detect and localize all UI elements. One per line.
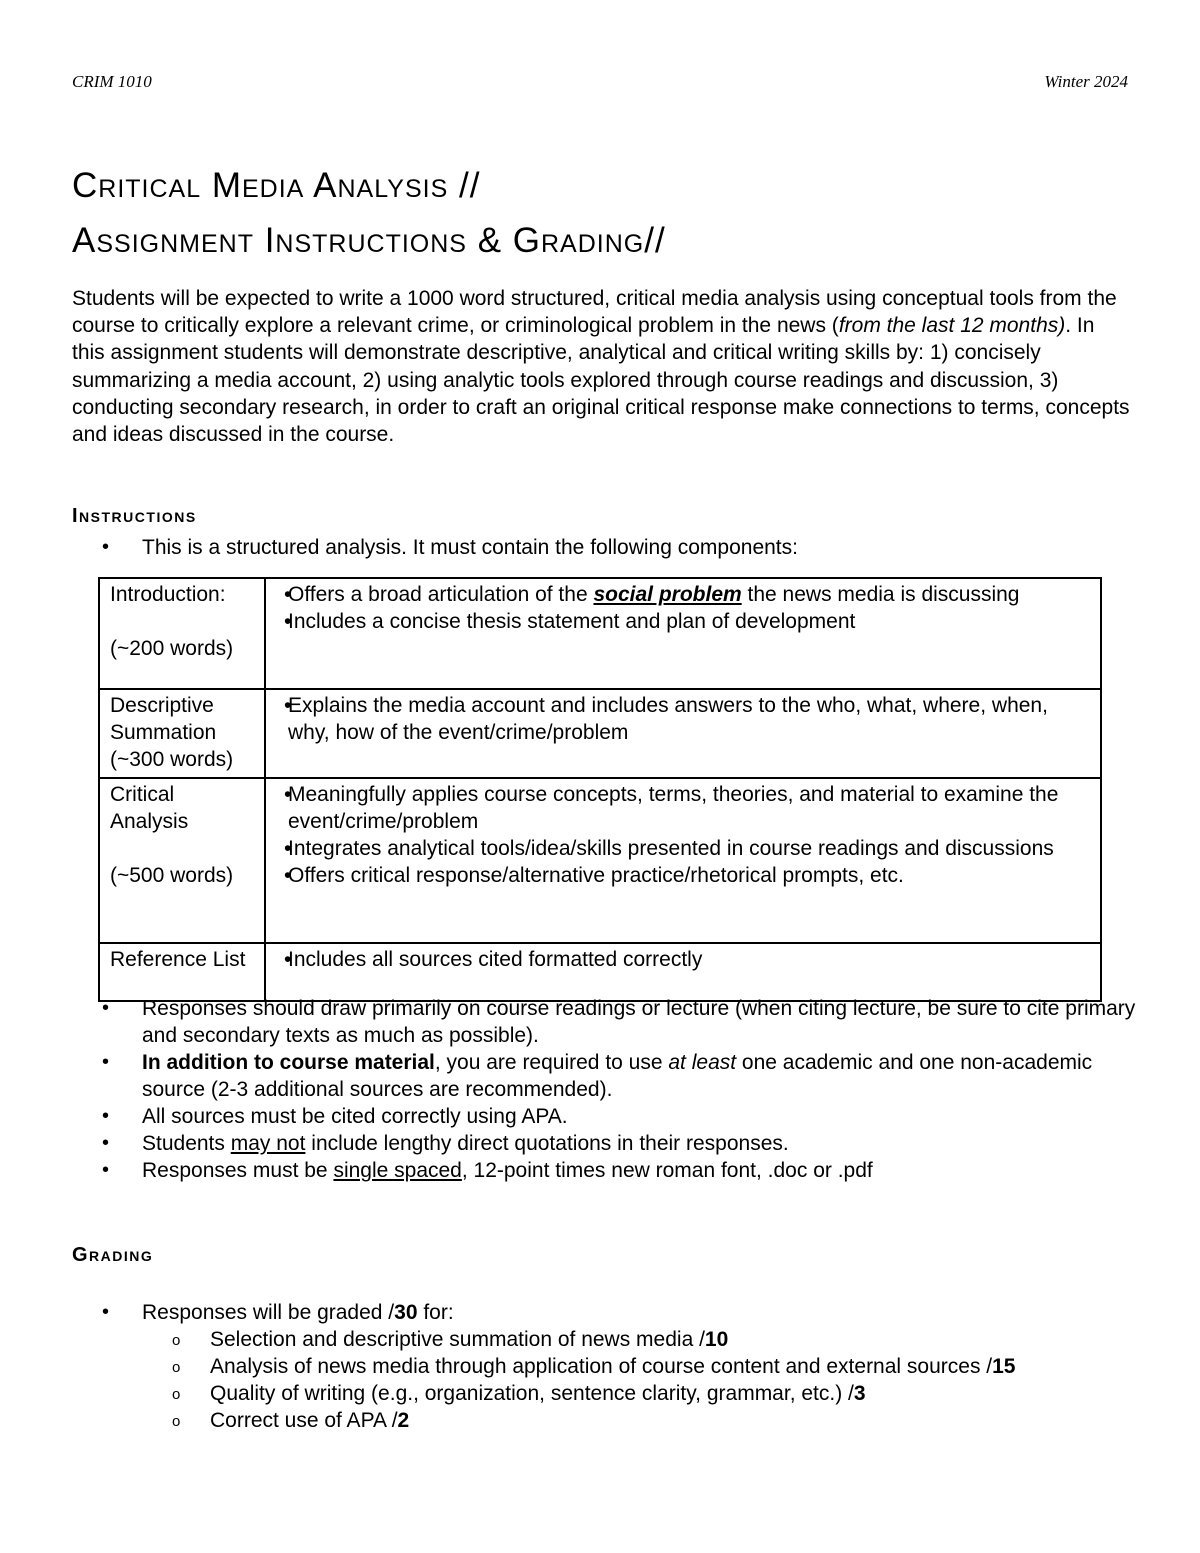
grading-heading: Grading — [72, 1244, 154, 1266]
list-item — [246, 581, 1090, 608]
list-item: • Offers critical response/alternative practice/rhetorical prompts, etc. — [246, 862, 1090, 889]
criterion-text: Analysis of news media through application of course content and external sources / — [210, 1355, 993, 1378]
label-introduction — [99, 578, 265, 689]
req-b4-post: include lengthy direct quotations in their responses. — [305, 1132, 789, 1155]
list-item: • Explains the media account and includes answers to the who, what, where, when, why, how of the event/crime/problem — [246, 692, 1090, 746]
grading-main-item — [100, 1299, 1140, 1326]
req-b2-mid: , you are required to use — [434, 1051, 669, 1074]
label-introduction-words: (~200 words) — [110, 637, 234, 660]
label-critical-words: (~500 words) — [110, 864, 234, 887]
grading-list — [100, 1299, 1140, 1326]
req-b2-end: one academic and one non-academic source (2-3 additional sources are recommended). — [142, 1051, 1093, 1101]
list-item: • All sources must be cited correctly using APA. — [100, 1103, 1140, 1130]
grading-criterion — [172, 1326, 1142, 1353]
desc-reference — [265, 943, 1101, 1001]
desc-critical — [265, 778, 1101, 943]
social-problem-emphasis: social problem — [593, 583, 742, 606]
emphasis-at-least: at least — [668, 1051, 737, 1074]
desc-reference-list — [246, 946, 1090, 973]
req-b5-post: , 12-point times new roman font, .doc or .pdf — [461, 1159, 873, 1182]
label-descriptive-words: (~300 words) — [110, 748, 234, 771]
instructions-lead-list — [100, 534, 1140, 561]
desc-descriptive-list — [246, 692, 1090, 746]
grading-criterion — [172, 1380, 1142, 1407]
criterion-points: 3 — [853, 1382, 866, 1405]
req-b4-pre: Students — [142, 1132, 231, 1155]
grading-sub-wrap — [142, 1326, 1142, 1434]
criterion-text: Selection and descriptive summation of news media / — [210, 1328, 705, 1351]
list-item: • Includes all sources cited formatted correctly — [246, 946, 1090, 973]
list-item: • Responses should draw primarily on course readings or lecture (when citing lecture, be sure to cite primary and secondary texts as much as possible). — [100, 995, 1140, 1049]
list-item: • Meaningfully applies course concepts, terms, theories, and material to examine the event/crime/problem — [246, 781, 1090, 835]
label-introduction-text: Introduction: — [110, 583, 226, 606]
req-b5-pre: Responses must be — [142, 1159, 334, 1182]
table-row-critical — [99, 778, 1101, 943]
label-reference-text: Reference List — [110, 948, 246, 971]
criterion-points: 2 — [397, 1409, 410, 1432]
intro-b1-pre: Offers a broad articulation of the — [288, 583, 594, 606]
list-item: • Includes a concise thesis statement and plan of development — [246, 608, 1090, 635]
criterion-points: 15 — [992, 1355, 1016, 1378]
intro-text-1: Students will be expected to write a 1000 word structured, critical media analysis using conceptual tools from the course to critically explore a relevant crime, or criminological problem in the news ( — [72, 287, 1117, 338]
term-label: Winter 2024 — [1044, 72, 1128, 91]
components-table — [98, 577, 1102, 1002]
lead-bullet: • This is a structured analysis. It must contain the following components: — [100, 534, 1140, 561]
title-line-2: Assignment Instructions & Grading// — [72, 221, 666, 260]
label-critical-text: Critical Analysis — [110, 783, 189, 833]
desc-descriptive — [265, 689, 1101, 778]
label-reference — [99, 943, 265, 1001]
grading-criterion — [172, 1353, 1142, 1380]
criterion-points: 10 — [704, 1328, 729, 1351]
course-code: CRIM 1010 — [72, 72, 152, 91]
table-row-descriptive — [99, 689, 1101, 778]
instructions-heading: Instructions — [72, 505, 197, 527]
grading-total: 30 — [394, 1301, 418, 1324]
grading-criteria-list — [172, 1326, 1142, 1434]
grading-criterion — [172, 1407, 1142, 1434]
desc-introduction-list — [246, 581, 1090, 635]
criterion-text: Quality of writing (e.g., organization, sentence clarity, grammar, etc.) / — [210, 1382, 854, 1405]
title-line-1: Critical Media Analysis // — [72, 166, 481, 205]
page-header — [72, 72, 1128, 98]
intro-text-italic: from the last 12 months) — [838, 314, 1066, 338]
emphasis-course-material: In addition to course material — [142, 1051, 435, 1074]
list-item — [100, 1130, 1140, 1157]
document-title — [72, 158, 1132, 268]
grading-main-pre: Responses will be graded / — [142, 1301, 395, 1324]
emphasis-single-spaced: single spaced — [333, 1159, 462, 1182]
intro-paragraph — [72, 285, 1132, 448]
list-item: • Integrates analytical tools/idea/skills presented in course readings and discussions — [246, 835, 1090, 862]
list-item — [100, 1049, 1140, 1103]
table-row-introduction — [99, 578, 1101, 689]
label-descriptive-text: Descriptive Summation — [110, 694, 217, 744]
label-critical — [99, 778, 265, 943]
grading-main-post: for: — [417, 1301, 454, 1324]
label-descriptive — [99, 689, 265, 778]
criterion-text: Correct use of APA / — [210, 1409, 398, 1432]
desc-introduction — [265, 578, 1101, 689]
list-item — [100, 1157, 1140, 1184]
emphasis-may-not: may not — [230, 1132, 306, 1155]
desc-critical-list — [246, 781, 1090, 889]
intro-text-2: . In this assignment students will demonstrate descriptive, analytical and critical writing skills by: 1) concisely summarizing a media account, 2) using analytic tools explored through course readings and discussion, 3) conducting secondary research, in order to craft an original critical response make connections to terms, concepts and ideas discussed in the course. — [72, 314, 1130, 447]
table-row-reference — [99, 943, 1101, 1001]
intro-b1-post: the news media is discussing — [741, 583, 1020, 606]
requirements-list — [100, 995, 1140, 1184]
